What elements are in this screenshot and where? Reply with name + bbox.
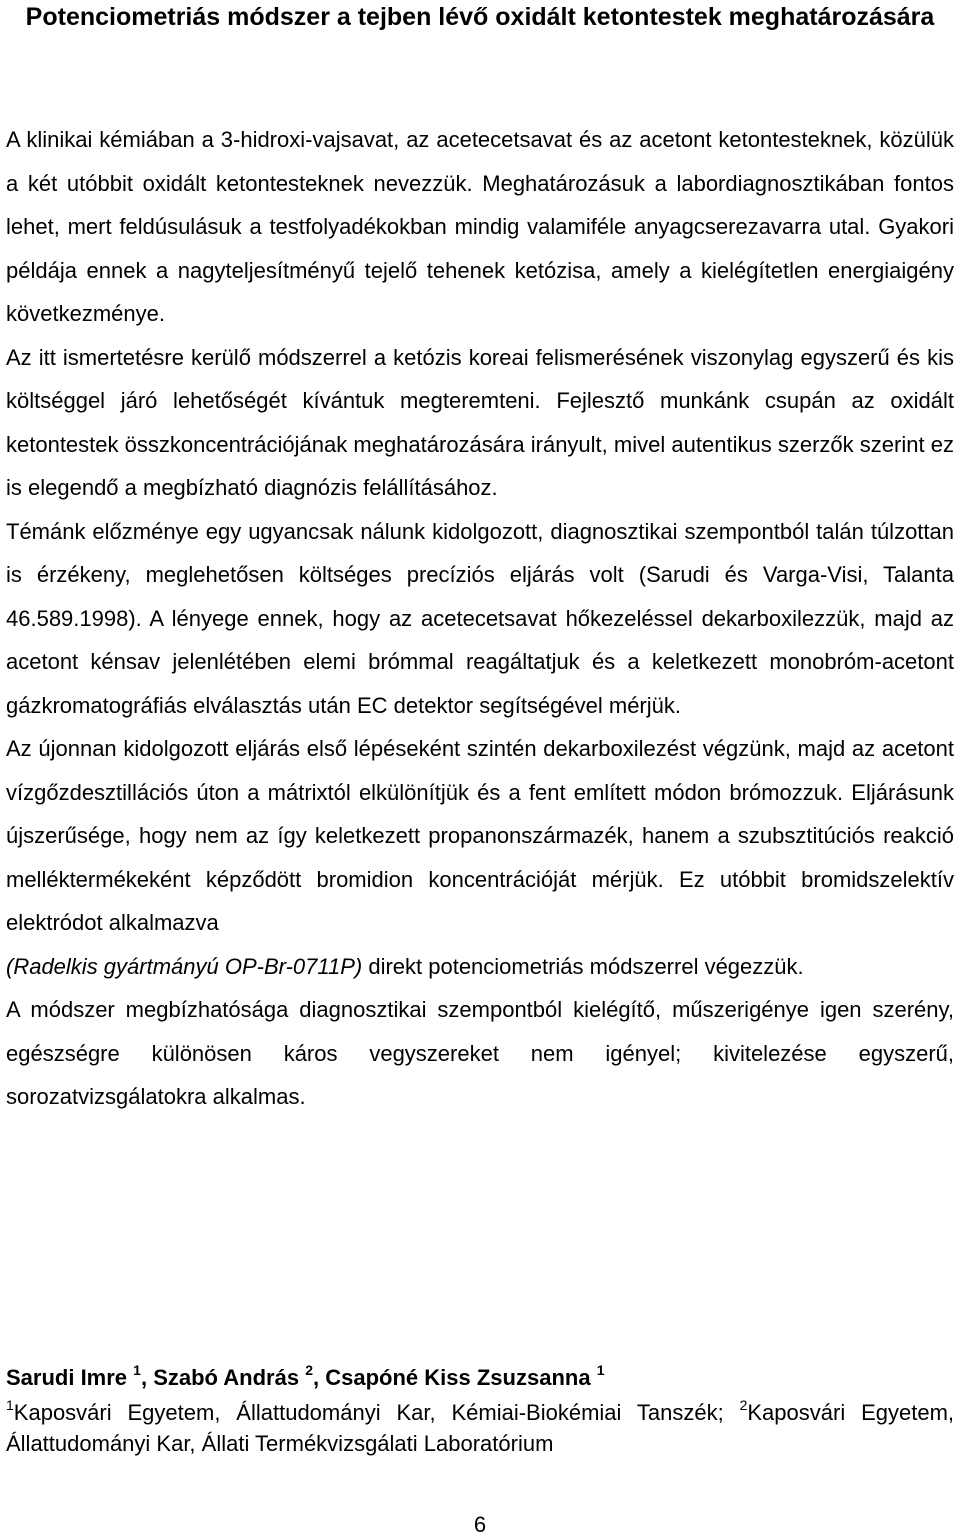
author-sup: 1 (596, 1361, 605, 1378)
affiliation-sup: 2 (739, 1396, 748, 1413)
paragraph-method-text: Az újonnan kidolgozott eljárás első lépéseként szintén dekarboxilezést végzünk, majd az acetont vízgőzdesztillációs úton a mátrixtól elkülönítjük és a fent említett módon brómozzuk. Eljárásunk újszerűsége, hogy nem az így keletkezett propanonszármazék, hanem a szubsztitúciós reakció melléktermékeként képződött bromidion koncentrációját mérjük. Ez utóbbit bromidszelektív elektródot alkalmazva (6, 736, 954, 935)
affiliation-text: Kaposvári Egyetem, Állattudományi Kar, Állati Termékvizsgálati Laboratórium (6, 1400, 955, 1456)
author-name: Szabó András (153, 1365, 300, 1390)
affiliation-text: Kaposvári Egyetem, Állattudományi Kar, Kémiai-Biokémiai Tanszék; (13, 1400, 740, 1425)
affiliation-sup: 1 (6, 1396, 14, 1413)
page-title: Potenciometriás módszer a tejben lévő oxidált ketontestek meghatározására (25, 3, 935, 31)
author-name: Sarudi Imre (6, 1365, 128, 1390)
paragraph-aim: Az itt ismertetésre kerülő módszerrel a ketózis koreai felismerésének viszonylag egyszerű és kis költséggel járó lehetőségét kívántuk megteremteni. Fejlesztő munkánk csupán az oxidált ketontestek összkoncentrációjának meghatározására irányult, mivel autentikus szerzők szerint ez is elegendő a megbízható diagnózis felállításához. (6, 344, 954, 500)
paragraph-background: Témánk előzménye egy ugyancsak nálunk kidolgozott, diagnosztikai szempontból talán túlzottan is érzékeny, meglehetősen költséges precíziós eljárás volt (Sarudi és Varga-Visi, Talanta 46.589.1998). A lényege ennek, hogy az acetecetsavat hőkezeléssel dekarboxilezzük, majd az acetont kénsav jelenlétében elemi brómmal reagáltatjuk és a keletkezett monobróm-acetont gázkromatográfiás elválasztás után EC detektor segítségével mérjük. (6, 518, 954, 718)
author-sep: , (140, 1365, 154, 1390)
author-list (6, 1363, 954, 1393)
paragraph-method-italic: (Radelkis gyártmányú OP-Br-0711P) (6, 953, 363, 979)
paragraph-conclusion: A módszer megbízhatósága diagnosztikai szempontból kielégítő, műszerigénye igen szerény, egészségre különösen káros vegyszereket nem igényel; kivitelezése egyszerű, sorozatvizsgálatokra alkalmas. (6, 997, 954, 1109)
author-sup: 1 (133, 1361, 141, 1378)
paragraph-intro: A klinikai kémiában a 3-hidroxi-vajsavat, az acetecetsavat és az acetont ketontesteknek, közülük a két utóbbit oxidált ketontesteknek nevezzük. Meghatározásuk a labordiagnosztikában fontos lehet, mert feldúsulásuk a testfolyadékokban mindig valamiféle anyagcserezavarra utal. Gyakori példája ennek a nagyteljesítményű tejelő tehenek ketózisa, amely a kielégítetlen energiaigény következménye. (6, 127, 954, 326)
author-sup: 2 (305, 1361, 314, 1378)
author-sep: , (313, 1365, 326, 1390)
affiliations (6, 1397, 954, 1459)
page-number: 6 (473, 1512, 487, 1537)
paragraph-method (6, 727, 954, 988)
article-body (6, 118, 954, 1119)
paragraph-method-tail: direkt potenciometriás módszerrel végezzük. (362, 953, 804, 979)
author-name: Csapóné Kiss Zsuzsanna (325, 1365, 591, 1390)
